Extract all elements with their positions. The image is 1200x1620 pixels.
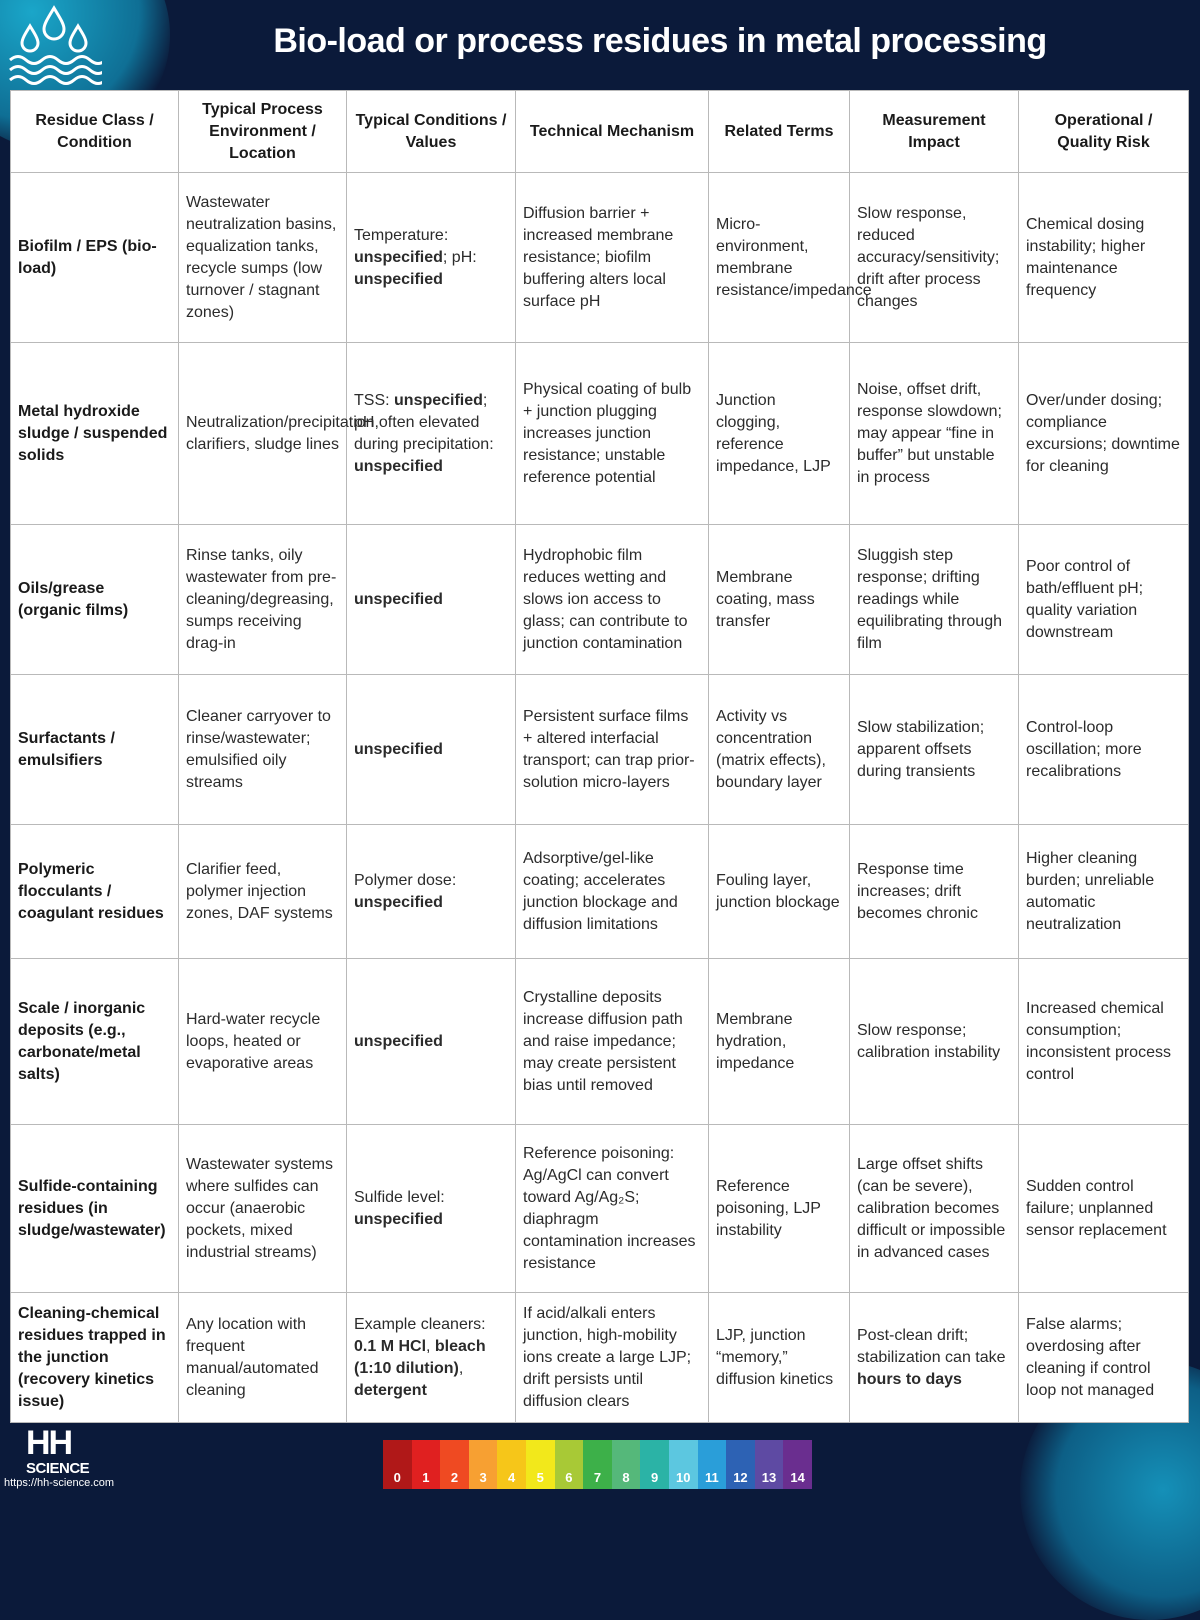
- cell-residue-class: Oils/grease (organic films): [11, 525, 179, 675]
- cell-residue-class: Metal hydroxide sludge / suspended solids: [11, 343, 179, 525]
- cell-conditions: [347, 525, 516, 675]
- ph-scale-segment: [412, 1440, 441, 1489]
- cell-conditions-part: unspecified: [354, 893, 443, 911]
- table-row: [11, 959, 1189, 1125]
- table-row: [11, 825, 1189, 959]
- cell-related-terms: Membrane hydration, impedance: [709, 959, 850, 1125]
- ph-scale-segment: [497, 1440, 526, 1489]
- cell-mechanism: Crystalline deposits increase diffusion path and raise impedance; may create persistent bias until removed: [516, 959, 709, 1125]
- cell-conditions-part: unspecified: [354, 270, 443, 288]
- cell-environment: Rinse tanks, oily wastewater from pre-cleaning/degreasing, sumps receiving drag-in: [179, 525, 347, 675]
- cell-measurement-impact: Sluggish step response; drifting readings while equilibrating through film: [850, 525, 1019, 675]
- ph-scale-segment: [469, 1440, 498, 1489]
- cell-related-terms: Activity vs concentration (matrix effects), boundary layer: [709, 675, 850, 825]
- ph-scale-bar: [383, 1440, 812, 1489]
- cell-conditions-part: unspecified: [354, 1032, 443, 1050]
- cell-residue-class: Polymeric flocculants / coagulant residues: [11, 825, 179, 959]
- cell-operational-risk: Sudden control failure; unplanned sensor replacement: [1019, 1125, 1189, 1293]
- ph-scale-segment: [726, 1440, 755, 1489]
- ph-scale-label: 14: [790, 1470, 805, 1485]
- cell-measurement-impact-part: Post-clean drift; stabilization can take: [857, 1326, 1006, 1366]
- residue-table-container: [10, 90, 1188, 1423]
- ph-scale-label: 7: [593, 1470, 602, 1485]
- ph-scale-segment: [783, 1440, 812, 1489]
- ph-scale-label: 3: [479, 1470, 487, 1485]
- ph-scale-segment: [698, 1440, 727, 1489]
- cell-measurement-impact: Slow response, reduced accuracy/sensitivity; drift after process changes: [850, 173, 1019, 343]
- cell-conditions: [347, 1125, 516, 1293]
- header-residue-class: Residue Class / Condition: [11, 91, 179, 173]
- cell-conditions-part: detergent: [354, 1381, 427, 1399]
- cell-conditions: [347, 675, 516, 825]
- ph-scale-label: 13: [761, 1470, 777, 1485]
- cell-mechanism: Hydrophobic film reduces wetting and slows ion access to glass; can contribute to junction contamination: [516, 525, 709, 675]
- ph-scale-label: 4: [508, 1470, 516, 1485]
- cell-conditions-part: unspecified: [354, 457, 443, 475]
- ph-scale-segment: [669, 1440, 698, 1489]
- table-row: [11, 525, 1189, 675]
- ph-scale-label: 12: [733, 1470, 748, 1485]
- header-measurement-impact: Measurement Impact: [850, 91, 1019, 173]
- cell-conditions-part: ,: [458, 1359, 464, 1377]
- cell-measurement-impact-part: hours to days: [857, 1370, 962, 1388]
- cell-measurement-impact: Response time increases; drift becomes chronic: [850, 825, 1019, 959]
- cell-conditions-part: bleach (1:10 dilution): [354, 1337, 486, 1377]
- cell-mechanism: If acid/alkali enters junction, high-mobility ions create a large LJP; drift persists until diffusion clears: [516, 1293, 709, 1423]
- cell-mechanism: Diffusion barrier + increased membrane resistance; biofilm buffering alters local surface pH: [516, 173, 709, 343]
- cell-conditions-part: ,: [426, 1337, 435, 1355]
- cell-related-terms: Junction clogging, reference impedance, LJP: [709, 343, 850, 525]
- cell-related-terms: Reference poisoning, LJP instability: [709, 1125, 850, 1293]
- ph-scale-segment: [640, 1440, 669, 1489]
- cell-operational-risk: Increased chemical consumption; inconsistent process control: [1019, 959, 1189, 1125]
- cell-conditions-part: TSS:: [354, 391, 395, 409]
- cell-environment: Clarifier feed, polymer injection zones, DAF systems: [179, 825, 347, 959]
- cell-related-terms: LJP, junction “memory,” diffusion kinetics: [709, 1293, 850, 1423]
- page-title: Bio-load or process residues in metal processing: [273, 22, 1047, 60]
- header-process-environment: Typical Process Environment / Location: [179, 91, 347, 173]
- cell-conditions: [347, 1293, 516, 1423]
- cell-conditions-part: unspecified: [354, 590, 443, 608]
- cell-conditions-part: unspecified: [394, 391, 483, 409]
- header-operational-risk: Operational / Quality Risk: [1019, 91, 1189, 173]
- cell-operational-risk: Control-loop oscillation; more recalibrations: [1019, 675, 1189, 825]
- table-row: [11, 675, 1189, 825]
- cell-measurement-impact: [850, 1293, 1019, 1423]
- cell-residue-class: Scale / inorganic deposits (e.g., carbonate/metal salts): [11, 959, 179, 1125]
- cell-measurement-impact: Slow stabilization; apparent offsets during transients: [850, 675, 1019, 825]
- cell-conditions-part: ; pH:: [442, 248, 477, 266]
- cell-measurement-impact: Noise, offset drift, response slowdown; may appear “fine in buffer” but unstable in process: [850, 343, 1019, 525]
- cell-environment: Wastewater systems where sulfides can occur (anaerobic pockets, mixed industrial streams): [179, 1125, 347, 1293]
- cell-environment: Neutralization/precipitation, clarifiers, sludge lines: [179, 343, 347, 525]
- cell-operational-risk: Poor control of bath/effluent pH; quality variation downstream: [1019, 525, 1189, 675]
- ph-scale-segment: [583, 1440, 612, 1489]
- table-row: [11, 1125, 1189, 1293]
- cell-conditions-part: Sulfide level:: [354, 1188, 445, 1206]
- cell-conditions-part: unspecified: [354, 740, 443, 758]
- ph-scale-label: 6: [565, 1470, 573, 1485]
- cell-conditions: [347, 825, 516, 959]
- cell-mechanism: Physical coating of bulb + junction plugging increases junction resistance; unstable reference potential: [516, 343, 709, 525]
- ph-scale-label: 8: [622, 1470, 630, 1485]
- header-row: [11, 91, 1189, 173]
- cell-operational-risk: False alarms; overdosing after cleaning if control loop not managed: [1019, 1293, 1189, 1423]
- table-row: [11, 1293, 1189, 1423]
- cell-conditions-part: Temperature:: [354, 226, 449, 244]
- cell-conditions-part: Example cleaners:: [354, 1315, 486, 1333]
- ph-scale-segment: [383, 1440, 412, 1489]
- cell-operational-risk: Chemical dosing instability; higher maintenance frequency: [1019, 173, 1189, 343]
- ph-scale-label: 11: [704, 1470, 719, 1485]
- header-mechanism: Technical Mechanism: [516, 91, 709, 173]
- cell-residue-class: Cleaning-chemical residues trapped in the junction (recovery kinetics issue): [11, 1293, 179, 1423]
- cell-conditions-part: ; pH often elevated during precipitation:: [354, 391, 494, 453]
- cell-residue-class: Sulfide-containing residues (in sludge/wastewater): [11, 1125, 179, 1293]
- cell-mechanism: Persistent surface films + altered interfacial transport; can trap prior-solution micro-layers: [516, 675, 709, 825]
- cell-measurement-impact: Large offset shifts (can be severe), calibration becomes difficult or impossible in advanced cases: [850, 1125, 1019, 1293]
- header-related-terms: Related Terms: [709, 91, 850, 173]
- footer-logo-science: SCIENCE: [26, 1460, 90, 1477]
- cell-operational-risk: Over/under dosing; compliance excursions; downtime for cleaning: [1019, 343, 1189, 525]
- ph-scale-label: 0: [393, 1470, 401, 1485]
- ph-scale-label: 9: [651, 1470, 659, 1485]
- cell-conditions-part: Polymer dose:: [354, 871, 457, 889]
- cell-residue-class: Surfactants / emulsifiers: [11, 675, 179, 825]
- ph-scale-label: 1: [422, 1470, 430, 1485]
- cell-conditions-part: unspecified: [354, 248, 443, 266]
- ph-scale-label: 5: [536, 1470, 544, 1485]
- footer-url[interactable]: https://hh-science.com: [4, 1477, 115, 1489]
- cell-related-terms: Micro-environment, membrane resistance/impedance: [709, 173, 850, 343]
- ph-scale-segment: [612, 1440, 641, 1489]
- cell-conditions: [347, 173, 516, 343]
- cell-mechanism: Adsorptive/gel-like coating; accelerates junction blockage and diffusion limitations: [516, 825, 709, 959]
- table-row: [11, 343, 1189, 525]
- cell-residue-class: Biofilm / EPS (bio-load): [11, 173, 179, 343]
- ph-scale-segment: [755, 1440, 784, 1489]
- ph-scale-segment: [555, 1440, 584, 1489]
- ph-scale-label: 2: [450, 1470, 459, 1485]
- cell-operational-risk: Higher cleaning burden; unreliable automatic neutralization: [1019, 825, 1189, 959]
- cell-mechanism: Reference poisoning: Ag/AgCl can convert toward Ag/Ag₂S; diaphragm contamination increases resistance: [516, 1125, 709, 1293]
- cell-measurement-impact: Slow response; calibration instability: [850, 959, 1019, 1125]
- table-row: [11, 173, 1189, 343]
- cell-environment: Any location with frequent manual/automated cleaning: [179, 1293, 347, 1423]
- cell-related-terms: Membrane coating, mass transfer: [709, 525, 850, 675]
- ph-scale-label: 10: [676, 1470, 691, 1485]
- cell-conditions: [347, 343, 516, 525]
- cell-environment: Hard-water recycle loops, heated or evaporative areas: [179, 959, 347, 1125]
- cell-environment: Wastewater neutralization basins, equalization tanks, recycle sumps (low turnover / stagnant zones): [179, 173, 347, 343]
- header-conditions: Typical Conditions / Values: [347, 91, 516, 173]
- cell-conditions-part: 0.1 M HCl: [354, 1337, 427, 1355]
- cell-conditions-part: unspecified: [354, 1210, 443, 1228]
- residue-table: [10, 90, 1189, 1423]
- footer-logo-hh: HH: [26, 1424, 72, 1462]
- cell-related-terms: Fouling layer, junction blockage: [709, 825, 850, 959]
- ph-scale-segment: [526, 1440, 555, 1489]
- cell-environment: Cleaner carryover to rinse/wastewater; emulsified oily streams: [179, 675, 347, 825]
- ph-scale-segment: [440, 1440, 469, 1489]
- cell-conditions: [347, 959, 516, 1125]
